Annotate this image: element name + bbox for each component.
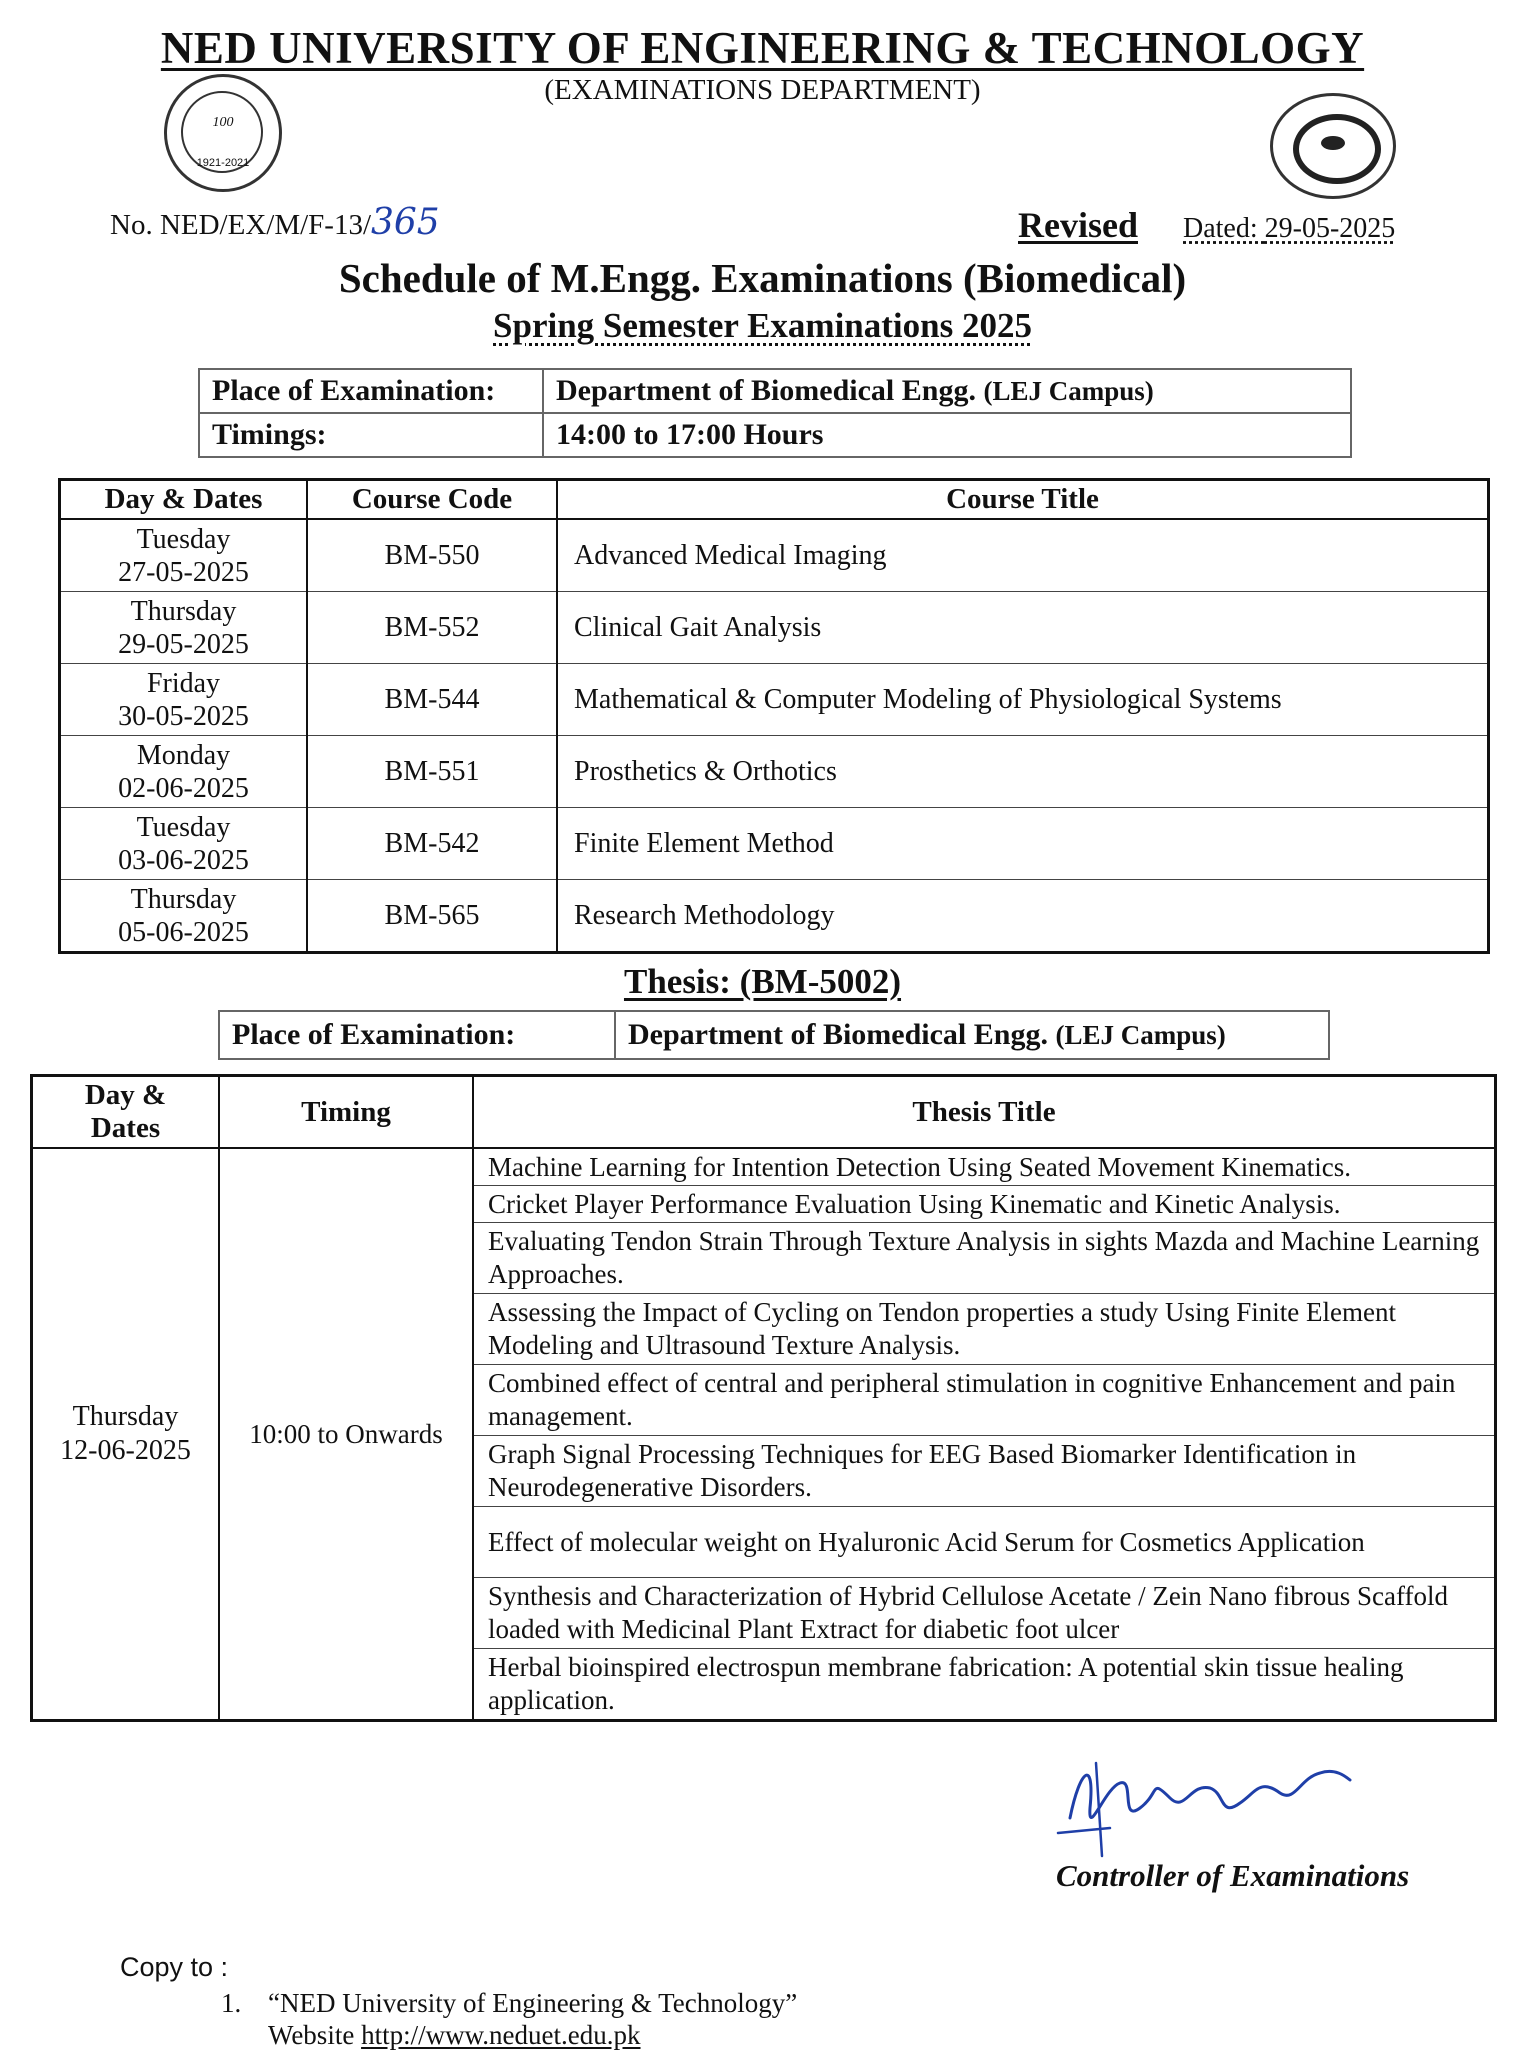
header-course-code: Course Code — [307, 480, 557, 520]
table-row — [60, 880, 1489, 953]
table-row — [60, 664, 1489, 736]
thesis-title-cell: Machine Learning for Intention Detection Using Seated Movement Kinematics. — [473, 1148, 1496, 1186]
day-cell: Monday 02-06-2025 — [60, 736, 308, 808]
header-thesis-title: Thesis Title — [473, 1076, 1496, 1149]
table-row — [60, 592, 1489, 664]
course-header-row — [60, 480, 1489, 520]
day-cell: Friday 30-05-2025 — [60, 664, 308, 736]
thesis-heading: Thesis: (BM-5002) — [623, 962, 902, 1001]
semester-title: Spring Semester Examinations 2025 — [493, 306, 1032, 345]
table-row — [60, 519, 1489, 592]
title-cell: Mathematical & Computer Modeling of Physiological Systems — [557, 664, 1489, 736]
course-schedule-table — [58, 478, 1490, 954]
header-timing: Timing — [219, 1076, 473, 1149]
thesis-title-cell: Cricket Player Performance Evaluation Using Kinematic and Kinetic Analysis. — [473, 1186, 1496, 1223]
revised-label: Revised — [1018, 205, 1138, 245]
day-cell: Tuesday 03-06-2025 — [60, 808, 308, 880]
reference-number: No. NED/EX/M/F-13/365 — [110, 202, 440, 243]
day-cell: Thursday 29-05-2025 — [60, 592, 308, 664]
copy-item-text: “NED University of Engineering & Technology” — [268, 1988, 798, 2018]
university-name: NED UNIVERSITY OF ENGINEERING & TECHNOLOGY — [160, 23, 1365, 73]
thesis-place-table — [218, 1010, 1330, 1060]
table-row — [60, 808, 1489, 880]
timings-row — [199, 413, 1351, 457]
day-cell: Tuesday 27-05-2025 — [60, 519, 308, 592]
exam-place-table — [198, 368, 1352, 458]
code-cell: BM-552 — [307, 592, 557, 664]
thesis-title-cell: Herbal bioinspired electrospun membrane fabrication: A potential skin tissue healing application. — [473, 1649, 1496, 1721]
timings-value: 14:00 to 17:00 Hours — [543, 413, 1351, 457]
website-link[interactable]: http://www.neduet.edu.pk — [361, 2020, 641, 2050]
code-cell: BM-544 — [307, 664, 557, 736]
thesis-title-cell: Synthesis and Characterization of Hybrid Cellulose Acetate / Zein Nano fibrous Scaffold loaded with Medicinal Plant Extract for diabetic foot ulcer — [473, 1578, 1496, 1649]
header-day-dates: Day & Dates — [60, 480, 308, 520]
title-cell: Finite Element Method — [557, 808, 1489, 880]
thesis-timing-cell: 10:00 to Onwards — [219, 1148, 473, 1721]
place-label: Place of Examination: — [199, 369, 543, 413]
thesis-place-value: Department of Biomedical Engg. (LEJ Campus) — [615, 1011, 1329, 1059]
website-line: Website http://www.neduet.edu.pk — [268, 2020, 641, 2050]
header-day-dates: Day & Dates — [32, 1076, 220, 1149]
thesis-title-cell: Combined effect of central and peripheral stimulation in cognitive Enhancement and pain management. — [473, 1365, 1496, 1436]
university-seal-logo: 100 1921-2021 — [164, 74, 282, 192]
thesis-place-label: Place of Examination: — [219, 1011, 615, 1059]
thesis-header-row — [32, 1076, 1496, 1149]
thesis-title-cell: Effect of molecular weight on Hyaluronic Acid Serum for Cosmetics Application — [473, 1507, 1496, 1578]
thesis-schedule-table — [30, 1074, 1497, 1722]
controller-signature — [1050, 1748, 1360, 1858]
gear-emblem-logo — [1270, 93, 1396, 199]
place-value: Department of Biomedical Engg. (LEJ Campus) — [543, 369, 1351, 413]
schedule-title: Schedule of M.Engg. Examinations (Biomedical) — [338, 255, 1187, 301]
title-cell: Prosthetics & Orthotics — [557, 736, 1489, 808]
thesis-day-cell: Thursday 12-06-2025 — [32, 1148, 220, 1721]
controller-title: Controller of Examinations — [1056, 1858, 1410, 1893]
table-row — [60, 736, 1489, 808]
copy-item-number: 1. — [221, 1988, 242, 2018]
title-cell: Research Methodology — [557, 880, 1489, 953]
code-cell: BM-565 — [307, 880, 557, 953]
timings-label: Timings: — [199, 413, 543, 457]
place-row — [199, 369, 1351, 413]
thesis-title-cell: Evaluating Tendon Strain Through Texture Analysis in sights Mazda and Machine Learning Approaches. — [473, 1223, 1496, 1294]
day-cell: Thursday 05-06-2025 — [60, 880, 308, 953]
title-cell: Advanced Medical Imaging — [557, 519, 1489, 592]
code-cell: BM-550 — [307, 519, 557, 592]
department-name: (EXAMINATIONS DEPARTMENT) — [544, 74, 981, 106]
thesis-title-cell: Graph Signal Processing Techniques for EEG Based Biomarker Identification in Neurodegenerative Disorders. — [473, 1436, 1496, 1507]
header-course-title: Course Title — [557, 480, 1489, 520]
code-cell: BM-542 — [307, 808, 557, 880]
issue-date: 29-05-2025 — [1264, 213, 1396, 244]
thesis-title-cell: Assessing the Impact of Cycling on Tendon properties a study Using Finite Element Modeling and Ultrasound Texture Analysis. — [473, 1294, 1496, 1365]
dated-line: Dated: 29-05-2025 — [1183, 213, 1396, 244]
title-cell: Clinical Gait Analysis — [557, 592, 1489, 664]
handwritten-number: 365 — [371, 202, 440, 243]
code-cell: BM-551 — [307, 736, 557, 808]
table-row — [32, 1148, 1496, 1186]
copy-to-label: Copy to : — [120, 1952, 229, 1982]
